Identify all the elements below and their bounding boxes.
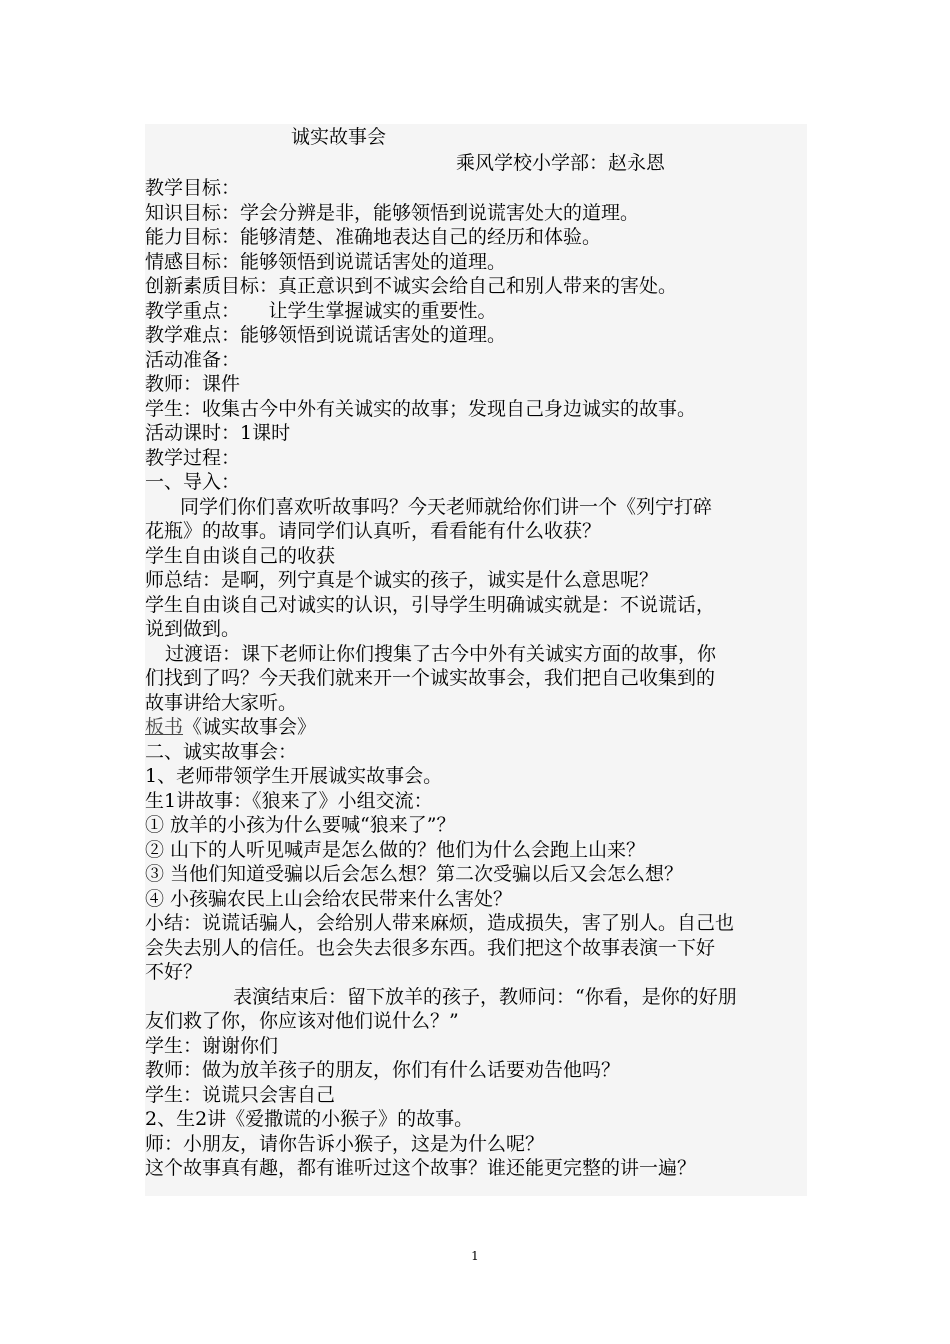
list-item: ① 放羊的小孩为什么要喊“狼来了”？ [145, 814, 456, 836]
text-line: 学生自由谈自己对诚实的认识，引导学生明确诚实就是：不说谎话， [145, 593, 716, 616]
text-line: 知识目标：学会分辨是非，能够领悟到说谎害处大的道理。 [145, 201, 640, 224]
text-line: 活动准备： [145, 348, 241, 371]
text-line: 故事讲给大家听。 [145, 691, 298, 714]
text-line: 创新素质目标：真正意识到不诚实会给自己和别人带来的害处。 [145, 275, 678, 297]
text-line: 教学难点：能够领悟到说谎话害处的道理。 [145, 324, 507, 346]
text-line: 学生：收集古今中外有关诚实的故事；发现自己身边诚实的故事。 [145, 397, 697, 420]
text-line: 师总结：是啊，列宁真是个诚实的孩子，诚实是什么意思呢？ [145, 569, 659, 591]
list-item: ③ 当他们知道受骗以后会怎么想？第二次受骗以后又会怎么想？ [145, 863, 684, 885]
text-line: 学生：谢谢你们 [145, 1034, 279, 1057]
text-line: 花瓶》的故事。请同学们认真听，看看能有什么收获？ [145, 520, 602, 542]
list-item: ② 山下的人听见喊声是怎么做的？他们为什么会跑上山来？ [145, 838, 646, 861]
text-line: 情感目标：能够领悟到说谎话害处的道理。 [145, 250, 507, 273]
page-number: 1 [471, 1249, 479, 1263]
text-line: 友们救了你，你应该对他们说什么？” [145, 1010, 459, 1032]
text-line: 教学重点： 让学生掌握诚实的重要性。 [145, 299, 497, 322]
text-line: 教学目标： [145, 177, 241, 199]
text-line: 教师：做为放羊孩子的朋友，你们有什么话要劝告他吗？ [145, 1059, 621, 1081]
text-line: 学生：说谎只会害自己 [145, 1083, 336, 1106]
text-line: 教学过程： [145, 446, 241, 469]
document-body [145, 124, 807, 1196]
text-line: 二、诚实故事会： [145, 740, 298, 763]
text-line: 们找到了吗？今天我们就来开一个诚实故事会，我们把自己收集到的 [145, 667, 716, 689]
text-line: 教师：课件 [145, 373, 241, 395]
text-line: 生1讲故事：《狼来了》小组交流： [145, 789, 433, 812]
text-line: 能力目标：能够清楚、准确地表达自己的经历和体验。 [145, 226, 602, 248]
text-line: 师：小朋友，请你告诉小猴子，这是为什么呢？ [145, 1132, 545, 1155]
text-line: 会失去别人的信任。也会失去很多东西。我们把这个故事表演一下好 [145, 936, 716, 959]
board-line [145, 715, 807, 740]
document-author: 乘风学校小学部：赵永恩 [456, 152, 666, 174]
text-line: 过渡语：课下老师让你们搜集了古今中外有关诚实方面的故事，你 [165, 642, 717, 665]
text-line: 表演结束后：留下放羊的孩子，教师问：“你看，是你的好朋 [233, 985, 737, 1008]
text-line: 同学们你们喜欢听故事吗？今天老师就给你们讲一个《列宁打碎 [180, 495, 713, 518]
text-line: 1、老师带领学生开展诚实故事会。 [145, 765, 443, 787]
text-line: 2、生2讲《爱撒谎的小猴子》的故事。 [145, 1108, 474, 1130]
text-line: 活动课时：1课时 [145, 422, 291, 444]
list-item: ④ 小孩骗农民上山会给农民带来什么害处？ [145, 887, 513, 910]
text-line: 说到做到。 [145, 618, 241, 640]
board-link[interactable]: 板书 [145, 716, 184, 738]
text-line: 小结：说谎话骗人，会给别人带来麻烦，造成损失，害了别人。自己也 [145, 912, 735, 934]
text-line: 一、导入： [145, 471, 241, 493]
document-title: 诚实故事会 [291, 126, 387, 148]
board-title: 《诚实故事会》 [183, 716, 317, 738]
text-line: 不好？ [145, 961, 203, 983]
text-line: 学生自由谈自己的收获 [145, 544, 336, 567]
text-line: 这个故事真有趣，都有谁听过这个故事？谁还能更完整的讲一遍？ [145, 1157, 697, 1179]
